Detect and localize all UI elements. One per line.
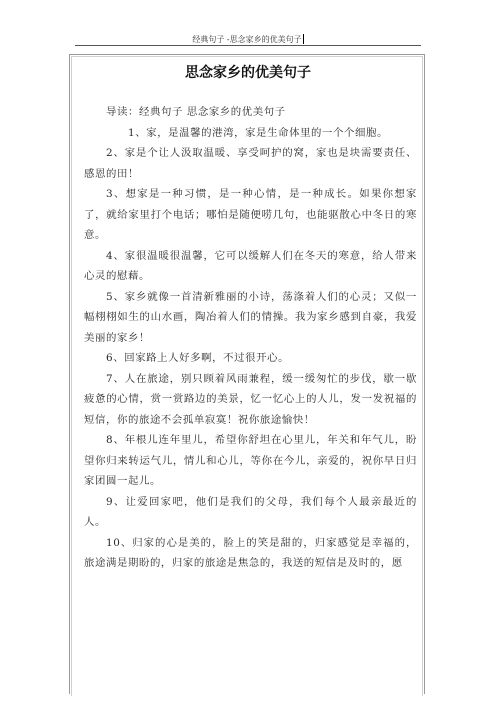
paragraph-8: 8、年根儿连年里儿，希望你舒坦在心里儿，年关和年气儿，盼望你归来转运气儿，情儿和心儿，等你在今儿，亲爱的，祝你早日归家团圆一起儿。	[84, 434, 417, 487]
text-cursor	[303, 34, 304, 44]
guide-line: 导读：经典句子 思念家乡的优美句子	[106, 106, 286, 118]
paragraph-3: 3、想家是一种习惯，是一种心情，是一种成长。如果你想家了，就给家里打个电话；哪怕是随便唠几句，也能驱散心中冬日的寒意。	[84, 188, 417, 241]
running-header-text: 经典句子 -思念家乡的优美句子	[192, 35, 302, 44]
document-title: 思念家乡的优美句子	[185, 65, 311, 81]
paragraph-6: 6、回家路上人好多啊，不过很开心。	[106, 352, 290, 364]
paragraph-4: 4、家很温暖很温馨，它可以缓解人们在冬天的寒意，给人带来心灵的慰藉。	[84, 249, 417, 282]
running-header	[0, 34, 496, 45]
paragraph-7: 7、人在旅途，别只顾着风雨兼程，缓一缓匆忙的步伐，歇一歇疲惫的心情，赏一赏路边的美景，忆一忆心上的人儿，发一发祝福的短信，你的旅途不会孤单寂寞！祝你旅途愉快！	[84, 372, 417, 426]
paragraph-9: 9、让爱回家吧，他们是我们的父母，我们每个人最亲最近的人。	[84, 495, 417, 528]
paragraph-1: 1、家，是温馨的港湾，家是生命体里的一个个细胞。	[128, 126, 388, 139]
paragraph-5: 5、家乡就像一首清新雅丽的小诗，荡涤着人们的心灵；又似一幅栩栩如生的山水画，陶冶着人们的情操。我为家乡感到自豪，我爱美丽的家乡！	[84, 290, 417, 344]
header-rule	[75, 45, 421, 46]
paragraph-2: 2、家是个让人汲取温暖、享受呵护的窝，家也是块需要责任、感恩的田！	[84, 147, 417, 180]
paragraph-10: 10、归家的心是美的，脸上的笑是甜的，归家感觉是幸福的，旅途满是期盼的，归家的旅途是焦急的，我送的短信是及时的，愿	[84, 536, 417, 569]
document-body	[84, 102, 417, 574]
